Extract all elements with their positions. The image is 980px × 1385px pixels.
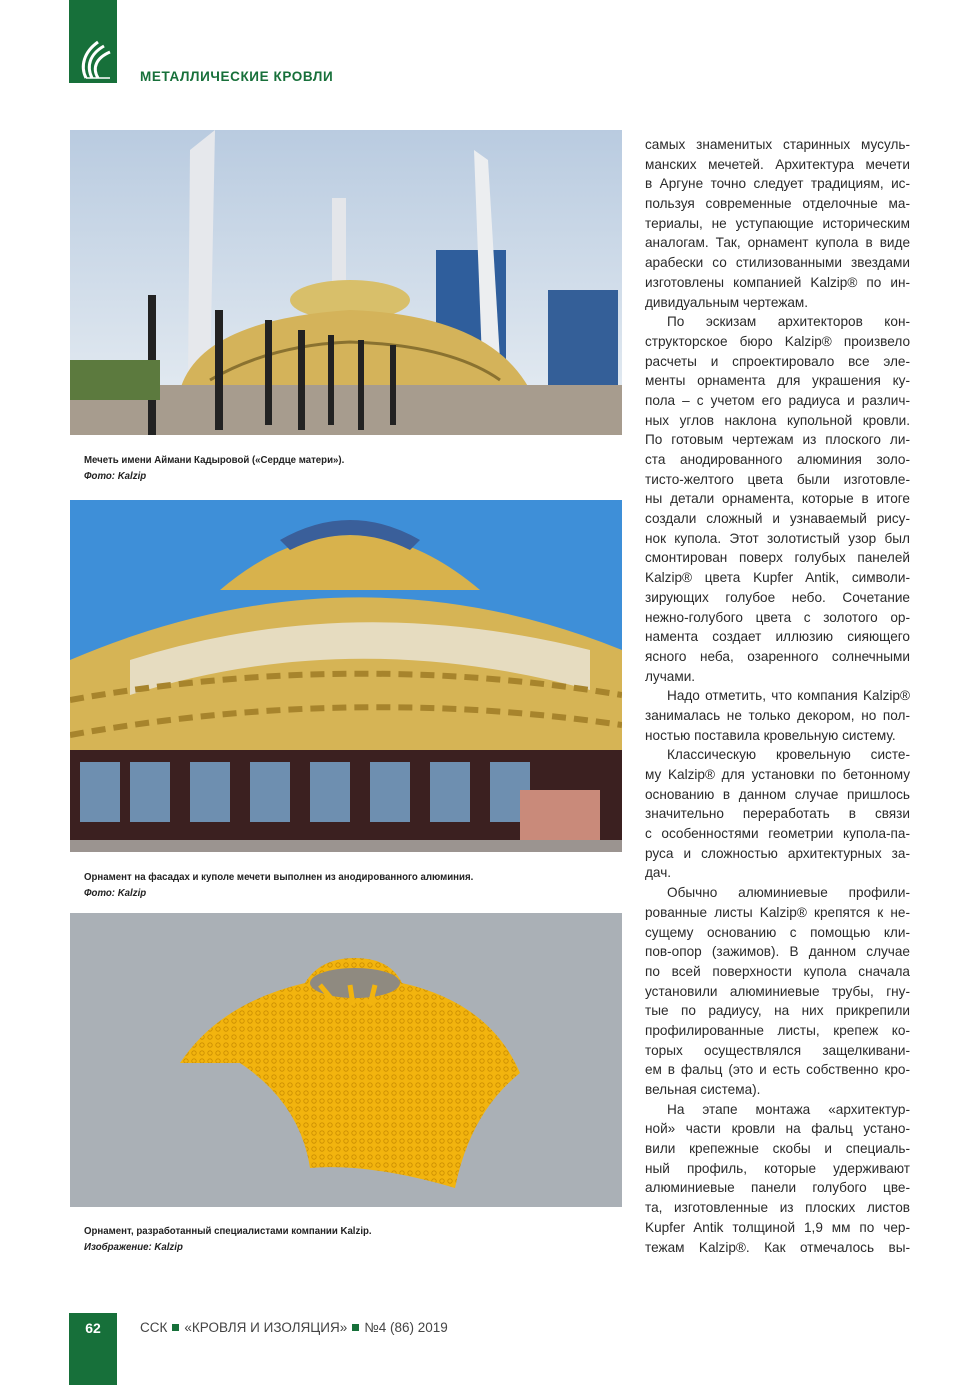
- page-number: 62: [85, 1320, 101, 1336]
- text-line: дач.: [645, 865, 672, 881]
- text-line: тисто-желтого цвета были изготовле-: [645, 471, 910, 487]
- text-line: занималась не только декором, но пол-: [645, 707, 910, 723]
- text-line: пользуя современные отделочные ма-: [645, 196, 910, 212]
- caption-credit: Фото: Kalzip: [84, 470, 147, 482]
- caption-credit: Фото: Kalzip: [84, 887, 147, 899]
- caption-text: Мечеть имени Аймани Кадыровой («Сердце матери»).: [84, 454, 345, 466]
- text-line: ста анодированного алюминия золо-: [645, 452, 910, 467]
- text-line: самых знаменитых старинных мусуль-: [645, 137, 910, 152]
- figure-caption: [84, 869, 473, 901]
- text-line: манских мечетей. Архитектура мечети: [645, 156, 910, 172]
- text-line: зирующих голубое небо. Сочетание: [645, 589, 910, 605]
- mosque-photo: [70, 130, 622, 435]
- text-line: рованные листы Kalzip® крепятся к не-: [645, 904, 910, 920]
- text-line: алюминиевые панели голубого цве-: [645, 1180, 910, 1196]
- text-line: ны детали орнамента, которые в итоге: [645, 491, 910, 507]
- footer-publisher: ССК: [140, 1320, 168, 1335]
- caption-credit: Изображение: Kalzip: [84, 1241, 183, 1253]
- text-line: значительно переработать в связи: [645, 806, 910, 822]
- text-line: в Аргуне точно следует традициям, ис-: [645, 176, 910, 192]
- text-line: торых осуществлялся защелкивани-: [645, 1042, 910, 1058]
- text-line: лучами.: [645, 668, 696, 684]
- text-line: структорское бюро Kalzip® произвело: [645, 333, 910, 349]
- text-line: создали сложный и узнаваемый рису-: [645, 511, 910, 527]
- text-line: Kupfer Antik толщиной 1,9 мм по чер-: [645, 1219, 910, 1235]
- footer-publication: [140, 1320, 448, 1335]
- text-line: ной» части кровли на фальц устано-: [645, 1121, 910, 1137]
- footer-issue: №4 (86) 2019: [364, 1320, 448, 1335]
- text-line: На этапе монтажа «архитектур-: [667, 1101, 910, 1117]
- text-line: дивидуальным чертежам.: [645, 294, 809, 310]
- text-line: арабески со стилизованными звездами: [645, 255, 910, 271]
- text-line: ностью поставила кровельную систему.: [645, 727, 896, 743]
- text-line: руса и сложностью архитектурных за-: [645, 845, 910, 861]
- text-line: та, изготовленные из плоских листов: [645, 1200, 910, 1216]
- text-line: ный профиль, которые удерживают: [645, 1160, 910, 1176]
- caption-text: Орнамент, разработанный специалистами компании Kalzip.: [84, 1225, 372, 1237]
- text-line: вельная система).: [645, 1082, 761, 1097]
- text-line: нок купола. Этот золотистый узор был: [645, 530, 910, 546]
- text-line: вили крепежные скобы и специаль-: [645, 1141, 910, 1157]
- text-line: установили алюминиевые трубы, гну-: [645, 983, 910, 999]
- article-paragraph: [645, 135, 910, 312]
- text-line: смонтирован поверх голубых панелей: [645, 550, 910, 566]
- text-line: ных углов наклона купольной кровли.: [645, 412, 910, 428]
- text-line: Классическую кровельную систе-: [667, 747, 910, 763]
- footer-magazine: «КРОВЛЯ И ИЗОЛЯЦИЯ»: [184, 1320, 348, 1335]
- text-line: Kalzip® цвета Kupfer Antik, символи-: [645, 570, 910, 586]
- figure-caption: [84, 452, 344, 484]
- text-line: По готовым чертежам из плоского ли-: [645, 432, 910, 448]
- square-bullet-icon: [352, 1324, 359, 1331]
- text-line: ем в фальц (это и есть собственно кро-: [645, 1062, 910, 1078]
- article-text-column: [645, 135, 910, 1257]
- text-line: Обычно алюминиевые профили-: [667, 885, 910, 901]
- text-line: му Kalzip® для установки по бетонному: [645, 767, 910, 782]
- article-paragraph: [645, 1100, 910, 1258]
- text-line: профилированные листы, крепеж ко-: [645, 1022, 910, 1038]
- caption-text: Орнамент на фасадах и куполе мечети выполнен из анодированного алюминия.: [84, 871, 474, 883]
- text-line: изготовлены компанией Kalzip® по ин-: [645, 274, 910, 290]
- text-line: По эскизам архитекторов кон-: [667, 314, 910, 330]
- text-line: Надо отметить, что компания Kalzip®: [667, 688, 910, 704]
- text-line: расчеты и спроектировало все эле-: [645, 353, 910, 369]
- text-line: нежно-голубого цвета с золотого ор-: [645, 609, 910, 625]
- text-line: тые по радиусу, на них прикрепили: [645, 1003, 910, 1019]
- text-line: тежам Kalzip®. Как отмечалось вы-: [645, 1239, 910, 1255]
- text-line: пов-опор (зажимов). В данном случае: [645, 944, 910, 960]
- ornament-render-image: [70, 913, 622, 1207]
- article-paragraph: [645, 883, 910, 1100]
- article-paragraph: [645, 686, 910, 745]
- text-line: ясного неба, озаренного солнечными: [645, 648, 910, 664]
- text-line: сущему основанию с помощью кли-: [645, 924, 910, 940]
- text-line: аналогам. Так, орнамент купола в виде: [645, 235, 910, 251]
- text-line: по всей поверхности купола сначала: [645, 963, 910, 979]
- text-line: основанию в данном случае пришлось: [645, 786, 910, 802]
- leaf-logo-icon: [76, 38, 112, 80]
- text-line: териалы, не уступающие историческим: [645, 215, 910, 231]
- ornament-facade-photo: [70, 500, 622, 852]
- text-line: намента создает иллюзию сияющего: [645, 629, 910, 645]
- text-line: с особенностями геометрии купола-па-: [645, 826, 910, 842]
- article-paragraph: [645, 745, 910, 883]
- figure-caption: [84, 1223, 372, 1255]
- section-title: МЕТАЛЛИЧЕСКИЕ КРОВЛИ: [140, 69, 334, 84]
- text-line: менты орнамента для украшения ку-: [645, 373, 910, 389]
- text-line: пола – с учетом его радиуса и различ-: [645, 392, 910, 408]
- square-bullet-icon: [172, 1324, 179, 1331]
- article-paragraph: [645, 312, 910, 686]
